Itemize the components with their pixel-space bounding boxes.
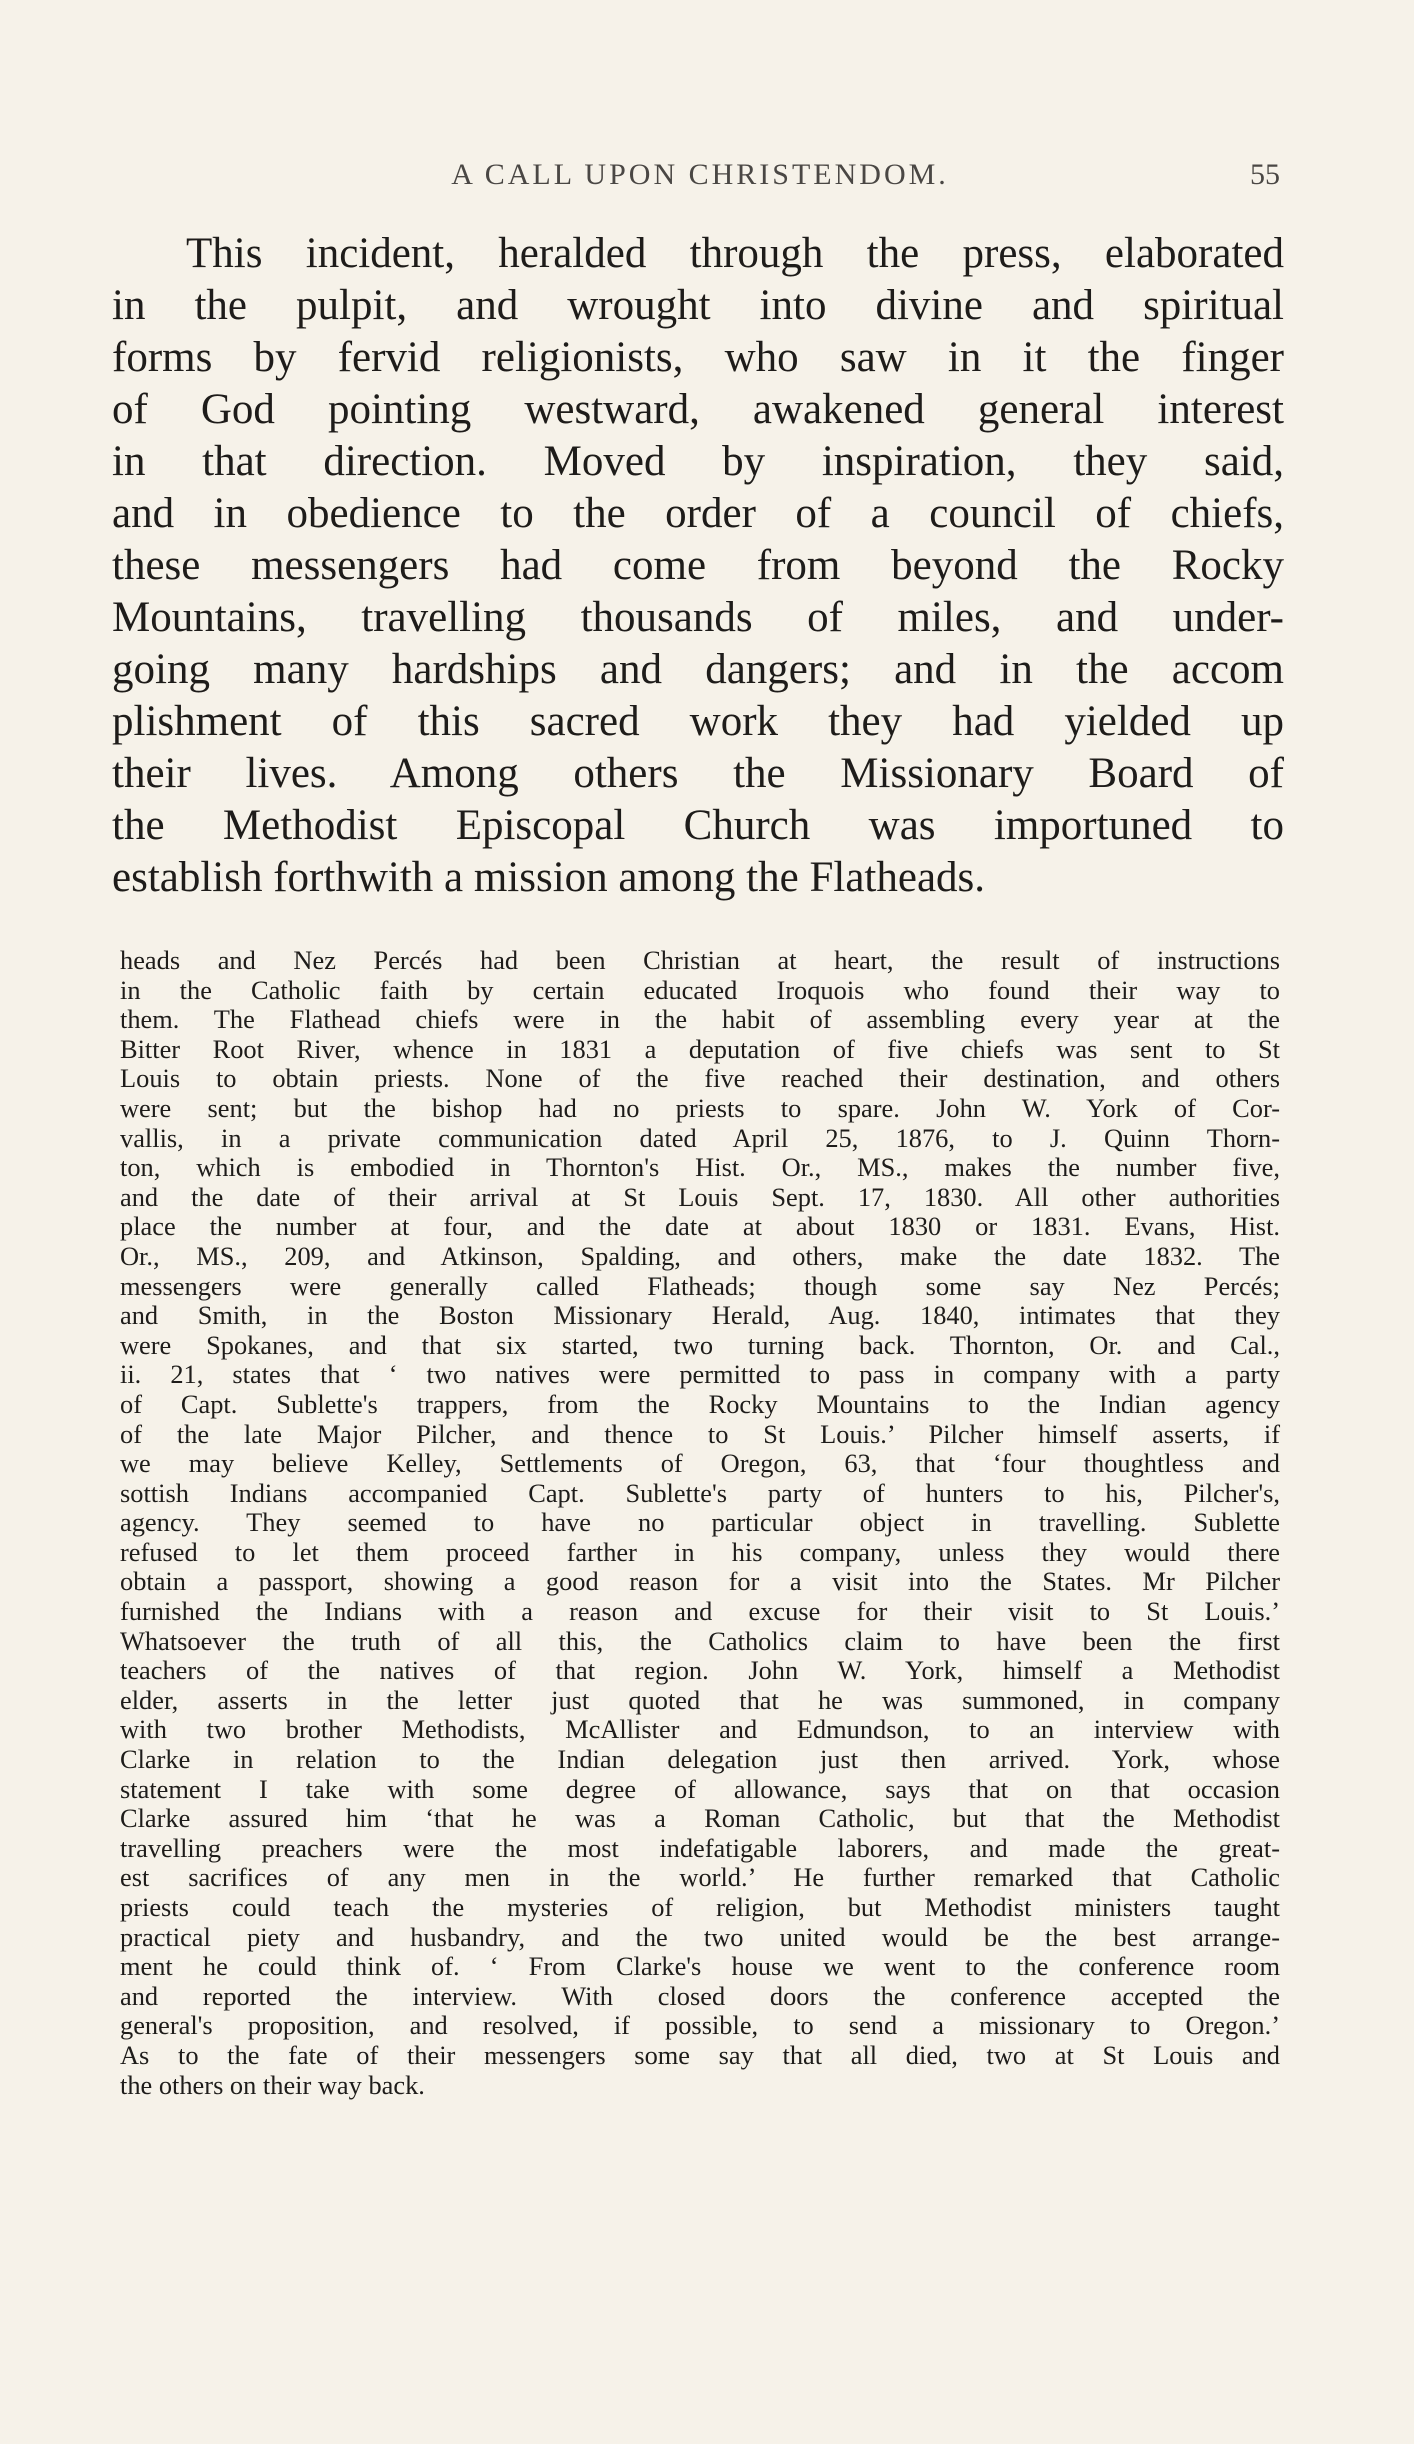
main-line: their lives. Among others the Missionary Board of <box>112 750 1284 797</box>
footnote <box>120 946 1280 2100</box>
running-title: A CALL UPON CHRISTENDOM. <box>451 158 949 191</box>
footnote-line: refused to let them proceed farther in his company, unless they would there <box>120 1536 1280 1567</box>
main-line: This incident, heralded through the press, elaborated <box>186 230 1284 277</box>
footnote-line: Bitter Root River, whence in 1831 a deputation of five chiefs was sent to St <box>120 1033 1280 1064</box>
footnote-line: elder, asserts in the letter just quoted that he was summoned, in company <box>120 1684 1280 1715</box>
main-line: Mountains, travelling thousands of miles, and under- <box>112 594 1284 641</box>
footnote-line: ment he could think of. ‘ From Clarke's house we went to the conference room <box>120 1951 1280 1982</box>
main-line: establish forthwith a mission among the Flatheads. <box>112 854 986 901</box>
page-number: 55 <box>1250 158 1280 191</box>
main-line: these messengers had come from beyond the Rocky <box>112 542 1284 589</box>
running-head <box>120 150 1280 194</box>
footnote-line: heads and Nez Percés had been Christian at heart, the result of instructions <box>120 945 1280 975</box>
main-line: plishment of this sacred work they had yielded up <box>112 698 1284 745</box>
footnote-line: messengers were generally called Flatheads; though some say Nez Percés; <box>120 1270 1280 1301</box>
footnote-line: priests could teach the mysteries of religion, but Methodist ministers taught <box>120 1892 1280 1922</box>
main-line: of God pointing westward, awakened general interest <box>112 386 1284 433</box>
main-line: and in obedience to the order of a council of chiefs, <box>112 490 1284 537</box>
footnote-line: ton, which is embodied in Thornton's Hist. Or., MS., makes the number five, <box>120 1152 1280 1183</box>
footnote-line: of the late Major Pilcher, and thence to St Louis.’ Pilcher himself asserts, if <box>120 1418 1280 1449</box>
footnote-line: Clarke assured him ‘that he was a Roman Catholic, but that the Methodist <box>120 1803 1280 1834</box>
footnote-line: Whatsoever the truth of all this, the Catholics claim to have been the first <box>120 1625 1280 1656</box>
footnote-line: practical piety and husbandry, and the two united would be the best arrange- <box>120 1921 1280 1952</box>
footnote-line: with two brother Methodists, McAllister and Edmundson, to an interview with <box>120 1714 1280 1745</box>
footnote-line: them. The Flathead chiefs were in the habit of assembling every year at the <box>120 1004 1280 1035</box>
footnote-line: the others on their way back. <box>120 2069 425 2100</box>
footnote-line: statement I take with some degree of allowance, says that on that occasion <box>120 1773 1280 1804</box>
footnote-line: were sent; but the bishop had no priests to spare. John W. York of Cor- <box>120 1092 1280 1123</box>
main-line: forms by fervid religionists, who saw in it the finger <box>112 334 1284 381</box>
main-line: going many hardships and dangers; and in the accom <box>112 646 1284 693</box>
footnote-line: and the date of their arrival at St Louis Sept. 17, 1830. All other authorities <box>120 1181 1280 1212</box>
footnote-line: place the number at four, and the date at about 1830 or 1831. Evans, Hist. <box>120 1211 1280 1242</box>
footnote-line: est sacrifices of any men in the world.’ He further remarked that Catholic <box>120 1862 1280 1893</box>
footnote-line: Or., MS., 209, and Atkinson, Spalding, and others, make the date 1832. The <box>120 1240 1280 1271</box>
footnote-line: travelling preachers were the most indefatigable laborers, and made the great- <box>120 1832 1280 1863</box>
footnote-line: vallis, in a private communication dated April 25, 1876, to J. Quinn Thorn- <box>120 1122 1280 1153</box>
footnote-line: sottish Indians accompanied Capt. Sublette's party of hunters to his, Pilcher's, <box>120 1477 1280 1508</box>
main-line: the Methodist Episcopal Church was importuned to <box>112 802 1284 849</box>
footnote-line: Louis to obtain priests. None of the five reached their destination, and others <box>120 1063 1280 1094</box>
footnote-line: furnished the Indians with a reason and excuse for their visit to St Louis.’ <box>120 1596 1280 1627</box>
footnote-line: As to the fate of their messengers some say that all died, two at St Louis and <box>120 2039 1280 2070</box>
footnote-line: obtain a passport, showing a good reason for a visit into the States. Mr Pilcher <box>120 1566 1280 1597</box>
footnote-line: teachers of the natives of that region. John W. York, himself a Methodist <box>120 1655 1280 1686</box>
footnote-line: in the Catholic faith by certain educated Iroquois who found their way to <box>120 974 1280 1005</box>
footnote-line: were Spokanes, and that six started, two turning back. Thornton, Or. and Cal., <box>120 1329 1280 1360</box>
footnote-line: and Smith, in the Boston Missionary Herald, Aug. 1840, intimates that they <box>120 1300 1280 1331</box>
footnote-line: and reported the interview. With closed doors the conference accepted the <box>120 1980 1280 2011</box>
footnote-line: agency. They seemed to have no particular object in travelling. Sublette <box>120 1507 1280 1538</box>
footnote-line: we may believe Kelley, Settlements of Oregon, 63, that ‘four thoughtless and <box>120 1448 1280 1479</box>
main-paragraph <box>112 228 1284 904</box>
footnote-line: ii. 21, states that ‘ two natives were permitted to pass in company with a party <box>120 1359 1280 1390</box>
main-line: in the pulpit, and wrought into divine and spiritual <box>112 282 1284 329</box>
footnote-line: Clarke in relation to the Indian delegation just then arrived. York, whose <box>120 1744 1280 1775</box>
footnote-line: of Capt. Sublette's trappers, from the Rocky Mountains to the Indian agency <box>120 1388 1280 1419</box>
main-line: in that direction. Moved by inspiration, they said, <box>112 438 1284 485</box>
footnote-line: general's proposition, and resolved, if possible, to send a missionary to Oregon.’ <box>120 2010 1280 2041</box>
